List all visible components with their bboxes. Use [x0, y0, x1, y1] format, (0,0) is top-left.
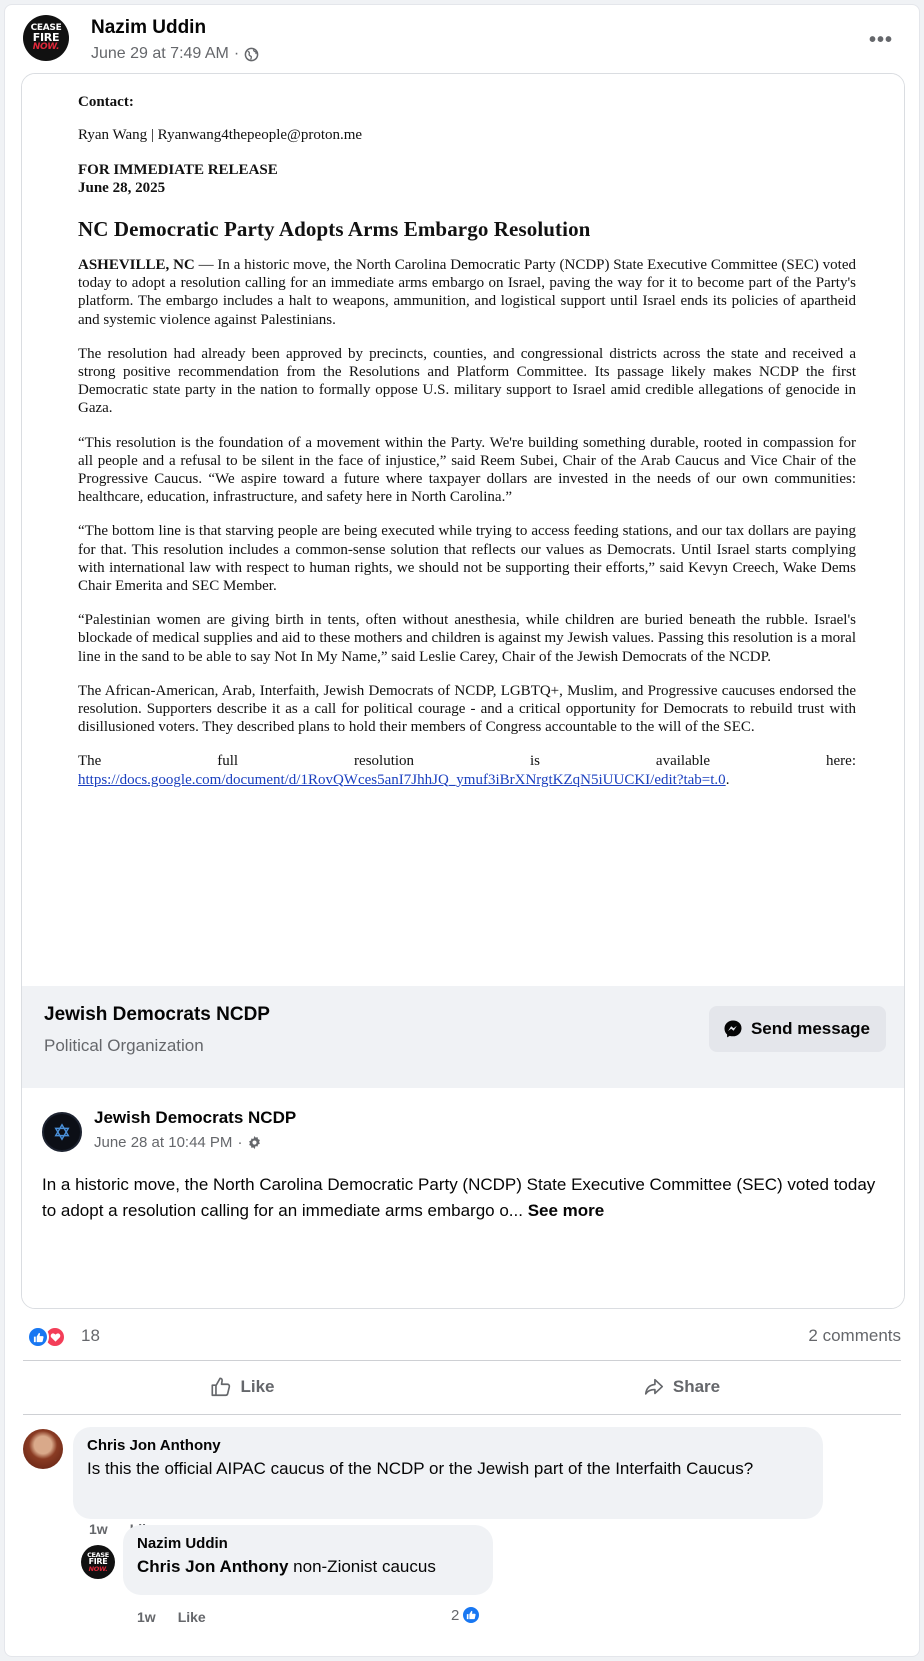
release-label: FOR IMMEDIATE RELEASE	[78, 162, 278, 178]
paragraph-2: The resolution had already been approved by precincts, counties, and congressional districts across the state and received a strong positive recommendation from the Resolutions and Platform Committee. Its passage likely makes NCDP the first Democratic state party in the nation to formally oppose U.S. military support to Israel amid credible allegations of genocide in Gaza.	[78, 345, 856, 417]
reply-like-number: 2	[451, 1606, 460, 1624]
release-date: June 28, 2025	[78, 180, 166, 196]
send-message-label: Send message	[750, 1019, 870, 1038]
like-reaction-icon	[27, 1326, 49, 1348]
comment-age[interactable]: 1w	[89, 1521, 108, 1537]
reply-meta	[137, 1609, 206, 1625]
reply-text	[137, 1555, 479, 1579]
original-post-timestamp[interactable]: June 28 at 10:44 PM	[94, 1134, 233, 1151]
link-paragraph	[78, 771, 856, 789]
share-button[interactable]	[462, 1362, 901, 1412]
page-category: Political Organization	[44, 1036, 204, 1055]
share-icon	[643, 1376, 665, 1398]
see-more-link[interactable]: See more	[527, 1201, 605, 1220]
more-options-button[interactable]: •••	[868, 29, 893, 51]
avatar-text-cease: CEASE	[87, 1551, 109, 1560]
original-post	[22, 1088, 905, 1309]
comment-text: Is this the official AIPAC caucus of the NCDP or the Jewish part of the Interfaith Caucus?	[87, 1459, 754, 1478]
reaction-count[interactable]: 18	[81, 1326, 100, 1345]
comment-reply	[81, 1535, 881, 1655]
send-message-button[interactable]	[709, 1006, 886, 1052]
press-release-image	[22, 74, 905, 986]
paragraph-1-text: — In a historic move, the North Carolina Democratic Party (NCDP) State Executive Committee (SEC) voted today to adopt a resolution calling for an immediate arms embargo on Israel, paving the way for it to become part of the Party's platform. The embargo includes a halt to weapons, ammunition, and logistical support until Israel ends its policies of apartheid and systemic violence against Palestinians.	[78, 257, 856, 328]
meta-separator: ·	[237, 1134, 243, 1151]
release-block	[78, 161, 856, 197]
comment-count[interactable]: 2 comments	[808, 1326, 901, 1345]
page-name[interactable]: Jewish Democrats NCDP	[44, 1004, 270, 1025]
facebook-post	[4, 4, 920, 1657]
original-post-author[interactable]: Jewish Democrats NCDP	[94, 1108, 297, 1127]
globe-icon[interactable]	[244, 47, 259, 62]
post-timestamp[interactable]: June 29 at 7:49 AM	[91, 45, 229, 62]
reply-bubble	[123, 1525, 493, 1595]
reply-like-button[interactable]: Like	[177, 1609, 206, 1625]
comment-bubble	[73, 1427, 823, 1519]
divider	[23, 1360, 901, 1361]
contact-line: Ryan Wang | Ryanwang4thepeople@proton.me	[78, 127, 363, 143]
paragraph-3: “This resolution is the foundation of a movement within the Party. We're building something durable, rooted in compassion for all people and a refusal to be silent in the face of injustice,” said Reem Subei, Chair of the Arab Caucus and Vice Chair of the Progressive Caucus. “We aspire toward a future where taxpayer dollars are invested in the needs of our own communities: healthcare, education, infrastructure, and safety here in North Carolina.”	[78, 434, 856, 506]
reply-author[interactable]: Nazim Uddin	[137, 1535, 228, 1552]
paragraph-4: “The bottom line is that starving people are being executed while trying to access feeding stations, and our tax dollars are paying for that. This resolution includes a common-sense solution that reflects our values as Democrats. Until Israel starts complying with international law with respect to human rights, we should not be supporting their efforts,” said Kevyn Creech, Wake Dems Chair Emerita and SEC Member.	[78, 523, 856, 595]
like-label: Like	[240, 1377, 275, 1396]
avatar-text-now: NOW.	[32, 42, 60, 53]
original-post-text	[42, 1172, 882, 1224]
avatar-text-fire: FIRE	[88, 1557, 108, 1567]
reply-author-avatar[interactable]	[81, 1545, 115, 1579]
avatar-text-fire: FIRE	[32, 30, 60, 44]
reply-body: non-Zionist caucus	[288, 1557, 436, 1576]
page-info-strip	[22, 986, 905, 1088]
link-intro: The full resolution is available here:	[78, 753, 856, 770]
link-trailing: .	[725, 771, 730, 788]
reply-like-count[interactable]	[451, 1605, 481, 1625]
like-button[interactable]	[23, 1362, 462, 1412]
avatar-text-now: NOW.	[88, 1564, 108, 1573]
share-label: Share	[672, 1377, 721, 1396]
post-header	[23, 15, 901, 71]
author-avatar[interactable]	[23, 15, 69, 61]
dateline: ASHEVILLE, NC	[78, 257, 195, 273]
post-meta	[91, 45, 259, 63]
contact-label: Contact:	[78, 94, 134, 110]
press-release-headline: NC Democratic Party Adopts Arms Embargo Resolution	[78, 217, 591, 241]
gear-icon	[247, 1135, 262, 1150]
resolution-link: https://docs.google.com/document/d/1RovQWces5anI7JhhJQ_ymuf3iBrXNrgtKZqN5iUUCKI/edit?tab=t.0	[78, 771, 726, 788]
thumbs-up-icon	[210, 1376, 232, 1398]
page-avatar[interactable]	[42, 1112, 82, 1152]
reaction-icons[interactable]	[27, 1326, 66, 1348]
comment	[23, 1429, 883, 1539]
paragraph-5: “Palestinian women are giving birth in tents, often without anesthesia, while children are buried beneath the rubble. Israel's blockade of medical supplies and aid to these mothers and children is against my Jewish values. Passing this resolution is a moral line in the sand to be able to say Not In My Name,” said Leslie Carey, Chair of the Jewish Democrats of the NCDP.	[78, 612, 856, 665]
mention-link[interactable]: Chris Jon Anthony	[137, 1557, 289, 1576]
author-name[interactable]: Nazim Uddin	[91, 17, 207, 38]
messenger-icon	[723, 1019, 743, 1039]
original-post-body: In a historic move, the North Carolina Democratic Party (NCDP) State Executive Committee (SEC) voted today to adopt a resolution calling for an immediate arms embargo o...	[42, 1175, 876, 1220]
paragraph-6: The African-American, Arab, Interfaith, Jewish Democrats of NCDP, LGBTQ+, Muslim, and Progressive caucuses endorsed the resolution. Supporters describe it as a call for political courage - and a critical opportunity for Democrats to rebuild trust with disillusioned voters. They described plans to hold their members of Congress accountable to the will of the SEC.	[78, 682, 856, 736]
star-of-david-icon	[53, 1123, 71, 1141]
paragraph-1	[78, 256, 856, 329]
original-post-meta	[94, 1134, 262, 1151]
post-actions	[23, 1362, 901, 1412]
avatar-text-cease: CEASE	[30, 23, 62, 34]
reply-age[interactable]: 1w	[137, 1609, 156, 1625]
commenter-avatar[interactable]	[23, 1429, 63, 1469]
meta-separator: ·	[233, 45, 240, 62]
comment-author[interactable]: Chris Jon Anthony	[87, 1437, 221, 1454]
like-reaction-icon	[461, 1605, 481, 1625]
divider	[23, 1414, 901, 1415]
reactions-summary	[27, 1323, 901, 1353]
shared-post-card[interactable]	[21, 73, 905, 1309]
